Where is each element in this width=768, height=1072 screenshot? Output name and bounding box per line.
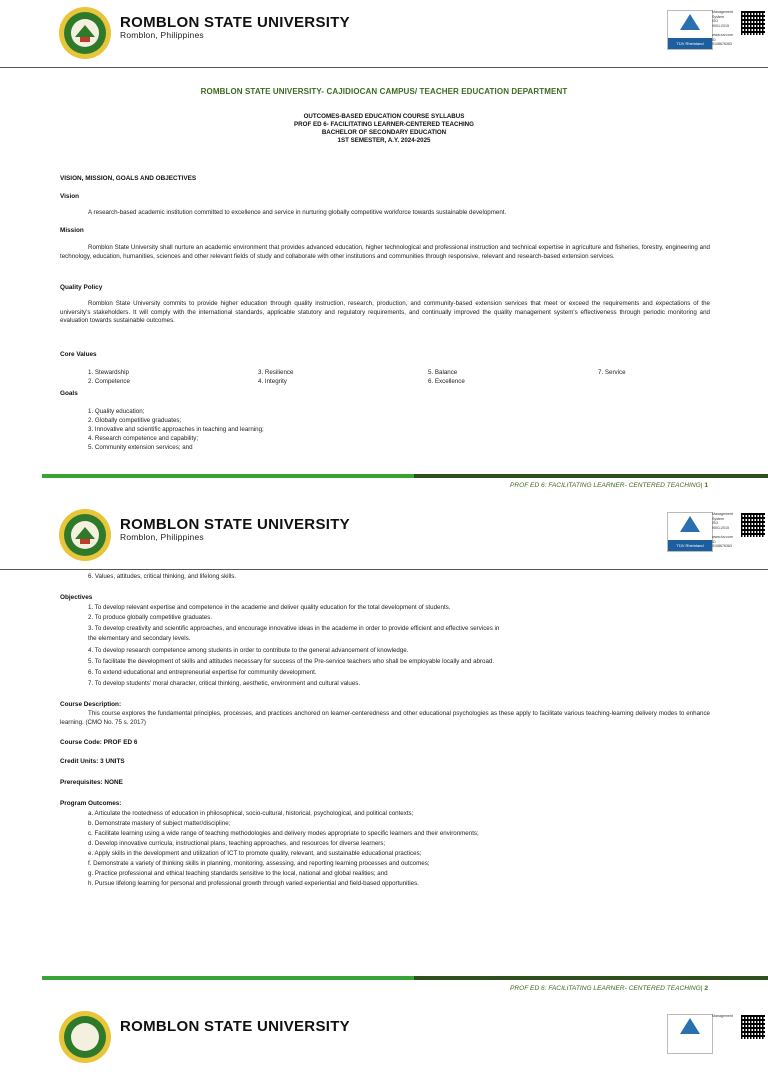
qr-code-icon	[741, 513, 765, 537]
goal-item: 1. Quality education;	[88, 408, 145, 415]
cert-text: Management System ISO 9001:2015 www.tuv.com ID 9108676363	[712, 512, 733, 549]
objective-item: 1. To develop relevant expertise and competence in the academe and deliver quality education for the total development of students.	[88, 604, 451, 611]
prerequisites: Prerequisites: NONE	[60, 779, 123, 786]
university-seal-icon	[58, 6, 112, 60]
goal-item: 5. Community extension services; and	[88, 444, 193, 451]
outcome-item: e. Apply skills in the development and utilization of ICT to promote quality, relevant, and sustainable educational practices;	[88, 850, 422, 857]
footer-bar-green	[42, 976, 414, 980]
certification-triangle-icon	[680, 516, 700, 532]
mission-heading: Mission	[60, 227, 84, 234]
credit-units: Credit Units: 3 UNITS	[60, 758, 125, 765]
qr-code-icon	[741, 11, 765, 35]
footer-bar-green	[42, 474, 414, 478]
core-value-item: 6. Excellence	[428, 378, 465, 385]
page2-footer: PROF ED 6: FACILITATING LEARNER- CENTERED TEACHING| 2	[510, 985, 708, 992]
certification-triangle-icon	[680, 1018, 700, 1034]
outcome-item: a. Articulate the rootedness of education in philosophical, socio-cultural, historical, psychological, and political contexts;	[88, 810, 414, 817]
outcome-item: h. Pursue lifelong learning for personal and professional growth through varied experiential and field-based opportunities.	[88, 880, 419, 887]
qr-code-icon	[741, 1015, 765, 1039]
university-name: ROMBLON STATE UNIVERSITY	[120, 516, 350, 533]
page1-footer: PROF ED 6: FACILITATING LEARNER- CENTERED TEACHING| 1	[510, 482, 708, 489]
page3-header	[0, 1004, 768, 1072]
certification-triangle-icon	[680, 14, 700, 30]
cert-badge-label: TÜV Rheinland CERTIFIED	[668, 38, 712, 49]
department-title: ROMBLON STATE UNIVERSITY- CAJIDIOCAN CAMPUS/ TEACHER EDUCATION DEPARTMENT	[200, 87, 568, 96]
university-location: Romblon, Philippines	[120, 30, 204, 40]
objective-item: 3. To develop creativity and scientific approaches, and encourage innovative ideas in the academe in order to provide efficient and effective services in	[88, 625, 500, 632]
vmgo-heading: VISION, MISSION, GOALS AND OBJECTIVES	[60, 175, 197, 182]
outcome-item: d. Develop innovative curricula, instructional plans, teaching approaches, and resources for diverse learners;	[88, 840, 386, 847]
objective-item: the elementary and secondary levels.	[88, 635, 191, 642]
page1-header	[0, 0, 768, 68]
objective-item: 6. To extend educational and entrepreneurial expertise for community development.	[88, 669, 317, 676]
page2-header	[0, 502, 768, 570]
outcome-item: c. Facilitate learning using a wide range of teaching methodologies and delivery modes appropriate to specific learners and their environments;	[88, 830, 479, 837]
goal-item: 6. Values, attitudes, critical thinking, and lifelong skills.	[88, 573, 237, 580]
university-location: Romblon, Philippines	[120, 532, 204, 542]
syllabus-title: OUTCOMES-BASED EDUCATION COURSE SYLLABUS PROF ED 6- FACILITATING LEARNER-CENTERED TEACHING BACHELOR OF SECONDARY EDUCATION 1ST SEMESTER, A.Y. 2024-2025	[294, 113, 474, 144]
university-seal-icon	[58, 1010, 112, 1064]
objective-item: 7. To develop students' moral character, critical thinking, aesthetic, environment and cultural values.	[88, 680, 361, 687]
course-description-heading: Course Description:	[60, 701, 122, 708]
header-divider	[0, 569, 768, 570]
footer-bar-dark	[414, 474, 768, 478]
goal-item: 3. Innovative and scientific approaches in teaching and learning;	[88, 426, 264, 433]
header-divider	[0, 67, 768, 68]
core-value-item: 5. Balance	[428, 369, 458, 376]
tuv-certification-badge	[667, 1014, 713, 1054]
vision-text: A research-based academic institution committed to excellence and service in nurturing globally competitive workforce towards sustainable development.	[88, 209, 507, 216]
goal-item: 4. Research competence and capability;	[88, 435, 199, 442]
university-name: ROMBLON STATE UNIVERSITY	[120, 14, 350, 31]
course-code: Course Code: PROF ED 6	[60, 739, 138, 746]
quality-policy-text: Romblon State University commits to provide higher education through quality instruction, research, production, and community-based extension services that meet or exceed the requirements and expectations of the university's stakeholders. It will comply with the international standards, applicable statutory and regulatory requirements, and continually improved the quality management system's effectiveness through periodic monitoring and evaluation towards sustainable outcomes.	[60, 300, 710, 325]
tuv-certification-badge	[667, 512, 713, 559]
university-seal-icon	[58, 508, 112, 562]
core-value-item: 2. Competence	[88, 378, 130, 385]
core-values-heading: Core Values	[60, 351, 97, 358]
cert-text: Management System ISO 9001:2015 www.tuv.com ID 9108676363	[712, 10, 733, 47]
outcome-item: b. Demonstrate mastery of subject matter/discipline;	[88, 820, 231, 827]
quality-policy-heading: Quality Policy	[60, 284, 103, 291]
vision-heading: Vision	[60, 193, 80, 200]
goals-heading: Goals	[60, 390, 78, 397]
tuv-certification-badge	[667, 10, 713, 57]
core-value-item: 3. Resilience	[258, 369, 294, 376]
goal-item: 2. Globally competitive graduates;	[88, 417, 182, 424]
objective-item: 2. To produce globally competitive graduates.	[88, 614, 213, 621]
cert-badge-label: TÜV Rheinland CERTIFIED	[668, 540, 712, 551]
mission-text: Romblon State University shall nurture an academic environment that provides advanced education, higher technological and professional instruction and technical expertise in agriculture and fisheries, forestry, engineering and technology, education, humanities, sciences and other relevant fields of study and collaborate with other institutions and communities through responsive, relevant and research-based extension services.	[60, 244, 710, 260]
outcome-item: f. Demonstrate a variety of thinking skills in planning, monitoring, assessing, and reporting learning processes and outcomes;	[88, 860, 430, 867]
footer-bar-dark	[414, 976, 768, 980]
objective-item: 4. To develop research competence among students in order to contribute to the general advancement of knowledge.	[88, 647, 409, 654]
outcome-item: g. Practice professional and ethical teaching standards sensitive to the local, national and global realities; and	[88, 870, 388, 877]
core-value-item: 4. Integrity	[258, 378, 287, 385]
core-value-item: 7. Service	[598, 369, 626, 376]
course-description-text: This course explores the fundamental principles, processes, and practices anchored on learner-centeredness and other educational psychologies as these apply to facilitate various teaching-learning delivery modes to enhance learning. (CMO No. 75 s. 2017)	[60, 710, 710, 726]
university-name: ROMBLON STATE UNIVERSITY	[120, 1018, 350, 1035]
objectives-heading: Objectives	[60, 594, 93, 601]
objective-item: 5. To facilitate the development of skills and attitudes necessary for success of the Pre-service teachers who shall be employable locally and abroad.	[88, 658, 495, 665]
core-value-item: 1. Stewardship	[88, 369, 129, 376]
program-outcomes-heading: Program Outcomes:	[60, 800, 122, 807]
cert-text: Management	[712, 1014, 733, 1018]
